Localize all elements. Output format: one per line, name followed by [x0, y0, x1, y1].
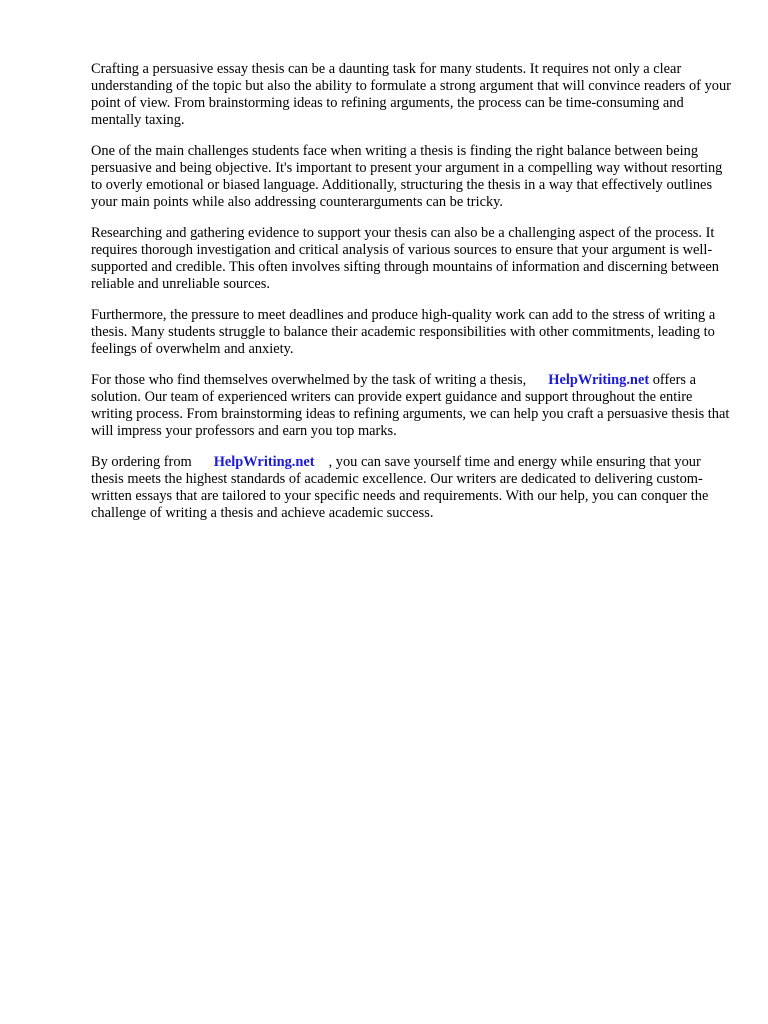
- paragraph-1: Crafting a persuasive essay thesis can be a daunting task for many students. It requires not only a clear understanding of the topic but also the ability to formulate a strong argument that will convince readers of your point of view. From brainstorming ideas to refining arguments, the process can be time-consuming and mentally taxing.: [91, 61, 731, 128]
- paragraph-5: [91, 372, 731, 440]
- helpwriting-link-1[interactable]: HelpWriting.net: [548, 372, 650, 388]
- document-body: [91, 61, 731, 536]
- paragraph-3: Researching and gathering evidence to support your thesis can also be a challenging aspect of the process. It requires thorough investigation and critical analysis of various sources to ensure that your argument is well-supported and credible. This often involves sifting through mountains of information and discerning between reliable and unreliable sources.: [91, 225, 719, 292]
- paragraph-5-text-after: offers a solution. Our team of experienced writers can provide expert guidance and support throughout the entire writing process. From brainstorming ideas to refining arguments, we can help you craft a persuasive thesis that will impress your professors and earn you top marks.: [91, 372, 730, 439]
- helpwriting-link-2[interactable]: HelpWriting.net: [213, 454, 315, 470]
- paragraph-6-text-before: By ordering from: [91, 454, 192, 470]
- paragraph-6-text-after: , you can save yourself time and energy while ensuring that your thesis meets the highest standards of academic excellence. Our writers are dedicated to delivering custom-written essays that are tailored to your specific needs and requirements. With our help, you can conquer the challenge of writing a thesis and achieve academic success.: [91, 454, 709, 521]
- paragraph-2: One of the main challenges students face when writing a thesis is finding the right balance between being persuasive and being objective. It's important to present your argument in a compelling way without resorting to overly emotional or biased language. Additionally, structuring the thesis in a way that effectively outlines your main points while also addressing counterarguments can be tricky.: [91, 143, 723, 210]
- paragraph-5-text-before: For those who find themselves overwhelmed by the task of writing a thesis,: [91, 372, 527, 388]
- paragraph-4: Furthermore, the pressure to meet deadlines and produce high-quality work can add to the stress of writing a thesis. Many students struggle to balance their academic responsibilities with other commitments, leading to feelings of overwhelm and anxiety.: [91, 307, 716, 357]
- paragraph-6: [91, 454, 731, 522]
